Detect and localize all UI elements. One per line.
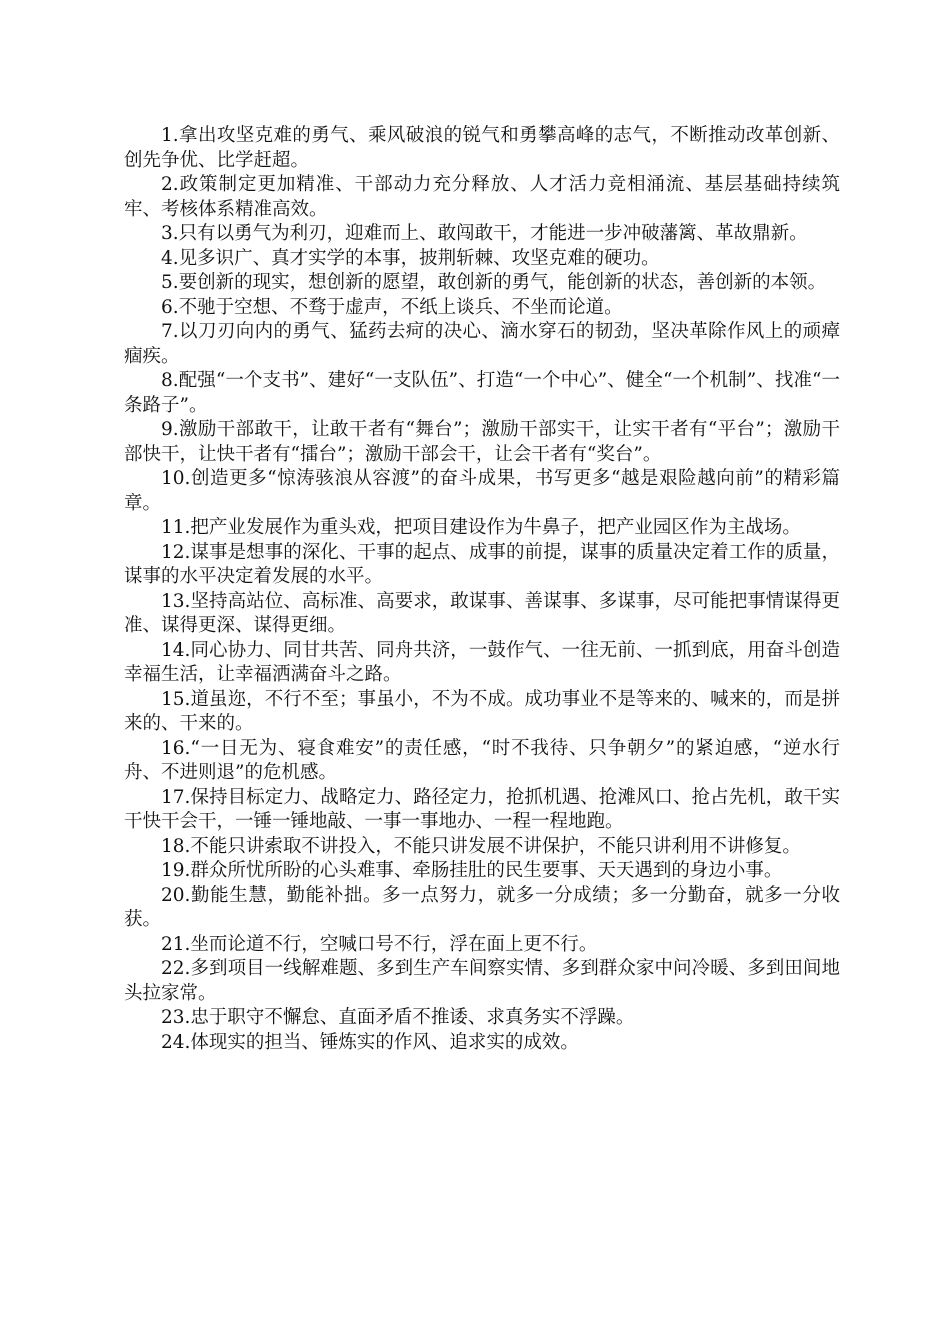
list-item: 10.创造更多“惊涛骇浪从容渡”的奋斗成果，书写更多“越是艰险越向前”的精彩篇章。 xyxy=(124,468,840,514)
list-item: 11.把产业发展作为重头戏，把项目建设作为牛鼻子，把产业园区作为主战场。 xyxy=(161,517,801,538)
list-item: 2.政策制定更加精准、干部动力充分释放、人才活力竞相涌流、基层基础持续筑牢、考核体系精准高效。 xyxy=(124,174,840,220)
list-item: 9.激励干部敢干，让敢干者有“舞台”；激励干部实干，让实干者有“平台”；激励干部快干，让快干者有“擂台”；激励干部会干，让会干者有“奖台”。 xyxy=(124,419,840,465)
list-item: 19.群众所忧所盼的心头难事、牵肠挂肚的民生要事、天天遇到的身边小事。 xyxy=(161,860,783,881)
list-item: 17.保持目标定力、战略定力、路径定力，抢抓机遇、抢滩风口、抢占先机，敢干实干快干会干，一锤一锤地敲、一事一事地办、一程一程地跑。 xyxy=(124,786,840,832)
list-item: 13.坚持高站位、高标准、高要求，敢谋事、善谋事、多谋事，尽可能把事情谋得更准、谋得更深、谋得更细。 xyxy=(124,590,840,636)
list-item: 1.拿出攻坚克难的勇气、乘风破浪的锐气和勇攀高峰的志气，不断推动改革创新、创先争优、比学赶超。 xyxy=(124,125,840,171)
list-item: 22.多到项目一线解难题、多到生产车间察实情、多到群众家中问冷暖、多到田间地头拉家常。 xyxy=(124,958,840,1004)
list-item: 7.以刀刃向内的勇气、猛药去疴的决心、滴水穿石的韧劲，坚决革除作风上的顽瘴痼疾。 xyxy=(124,321,840,367)
list-item: 8.配强“一个支书”、建好“一支队伍”、打造“一个中心”、健全“一个机制”、找准“一条路子”。 xyxy=(124,370,840,416)
list-item: 20.勤能生慧，勤能补拙。多一点努力，就多一分成绩；多一分勤奋，就多一分收获。 xyxy=(124,884,840,930)
list-item: 5.要创新的现实，想创新的愿望，敢创新的勇气，能创新的状态，善创新的本领。 xyxy=(161,272,827,293)
list-item: 21.坐而论道不行，空喊口号不行，浮在面上更不行。 xyxy=(161,933,598,955)
list-item: 15.道虽迩，不行不至；事虽小，不为不成。成功事业不是等来的、喊来的，而是拼来的、干来的。 xyxy=(124,688,840,734)
list-item: 16.“一日无为、寝食难安”的责任感，“时不我待、只争朝夕”的紧迫感，“逆水行舟、不进则退”的危机感。 xyxy=(124,737,840,783)
list-item: 4.见多识广、真才实学的本事，披荆斩棘、攻坚克难的硬功。 xyxy=(161,247,660,269)
list-item: 18.不能只讲索取不讲投入，不能只讲发展不讲保护，不能只讲利用不讲修复。 xyxy=(161,835,801,857)
list-item: 6.不驰于空想、不骛于虚声，不纸上谈兵、不坐而论道。 xyxy=(161,296,623,318)
list-item: 12.谋事是想事的深化、干事的起点、成事的前提，谋事的质量决定着工作的质量，谋事的水平决定着发展的水平。 xyxy=(124,541,840,587)
list-item: 24.体现实的担当、锤炼实的作风、追求实的成效。 xyxy=(161,1031,579,1053)
list-item: 23.忠于职守不懈怠、直面矛盾不推诿、求真务实不浮躁。 xyxy=(161,1007,635,1028)
document-body xyxy=(124,124,840,1055)
list-item: 3.只有以勇气为利刃，迎难而上、敢闯敢干，才能进一步冲破藩篱、革故鼎新。 xyxy=(161,223,808,244)
list-item: 14.同心协力、同甘共苦、同舟共济，一鼓作气、一往无前、一抓到底，用奋斗创造幸福生活，让幸福洒满奋斗之路。 xyxy=(124,639,840,685)
